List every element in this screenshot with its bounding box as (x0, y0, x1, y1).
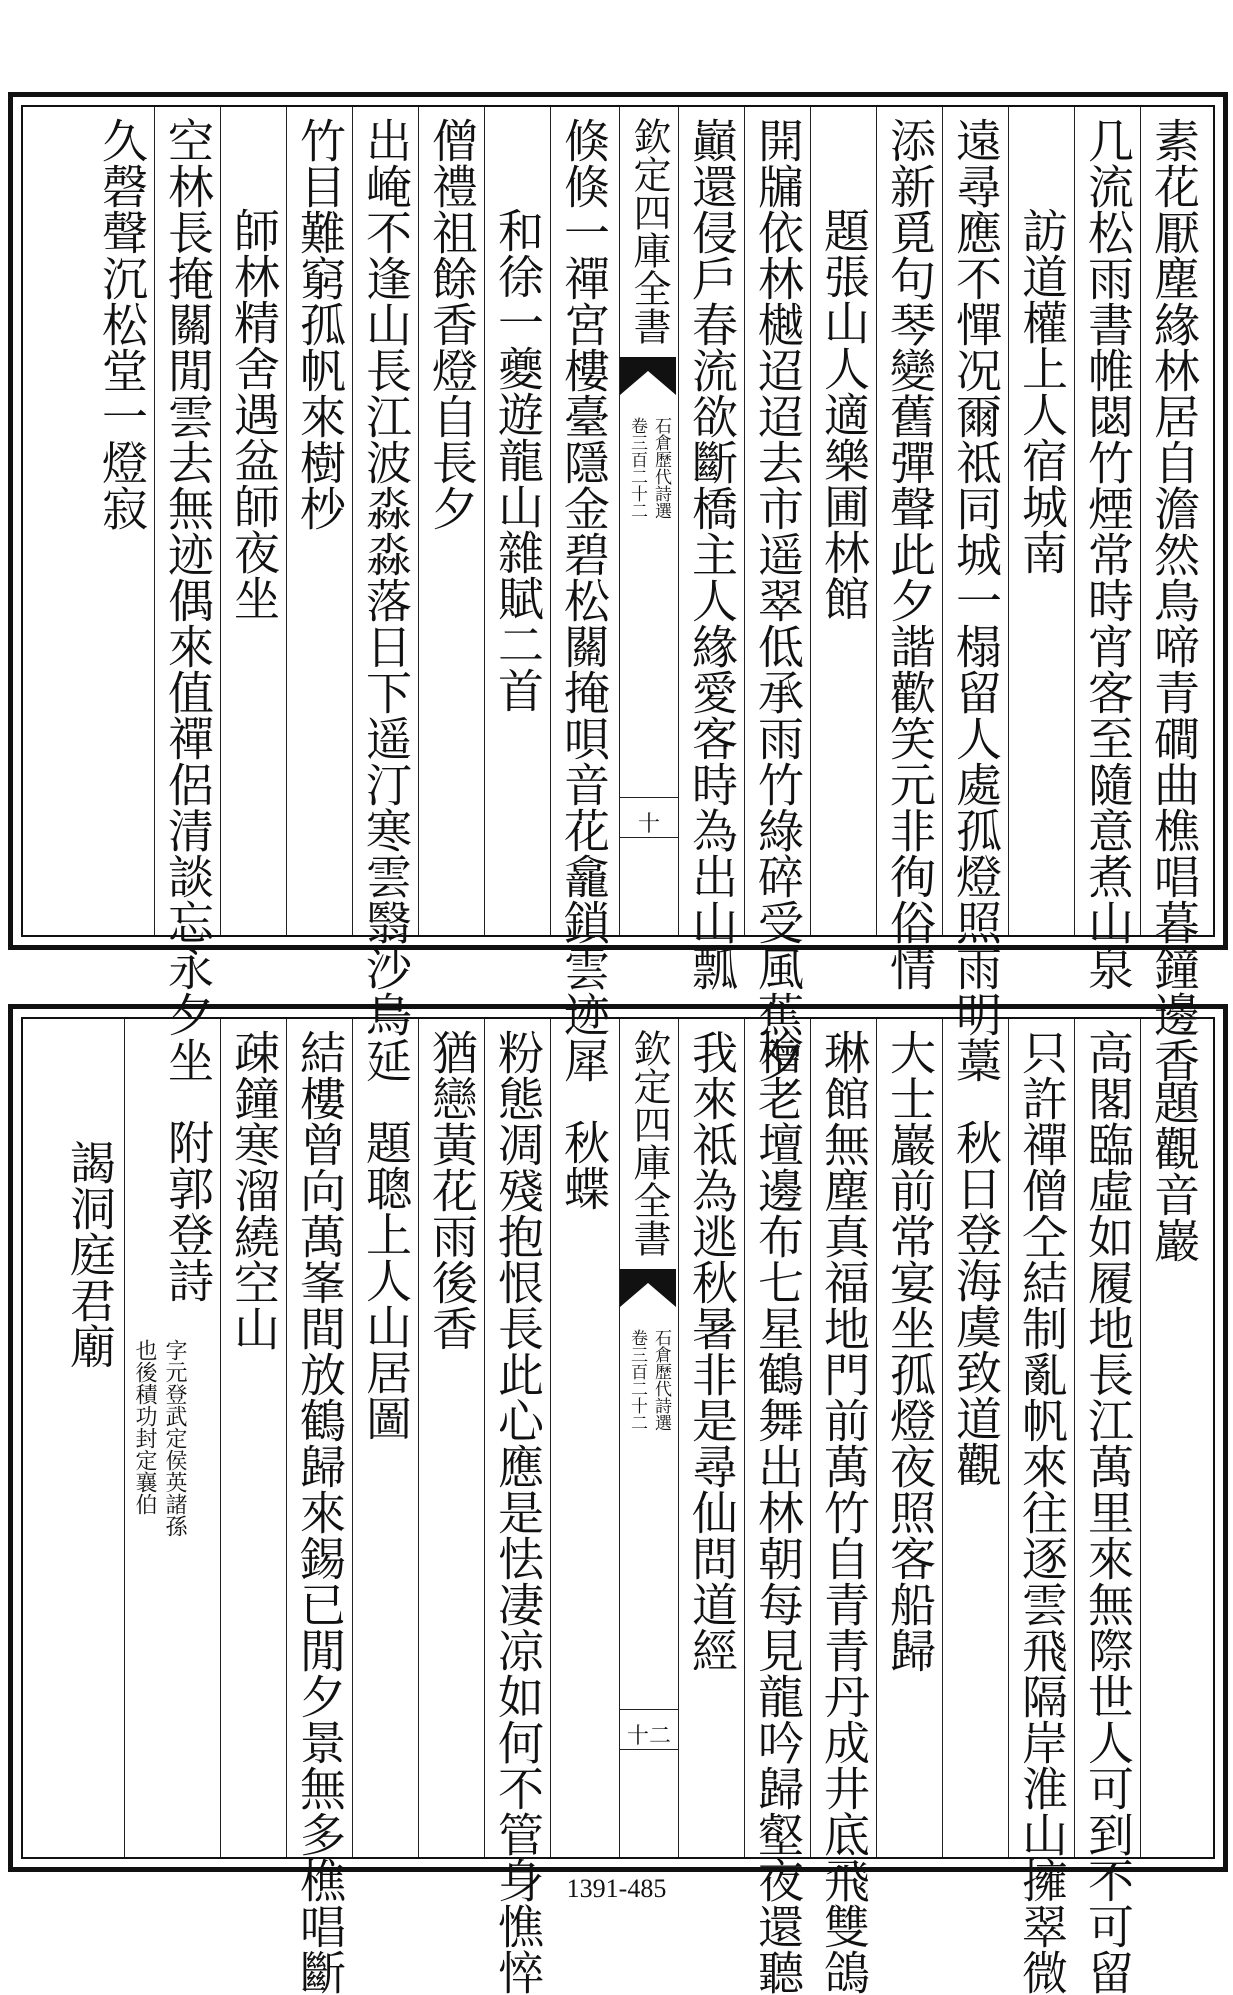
poem-title: 題觀音巖 (1147, 1079, 1201, 1263)
strip-source-line: 卷三百二十二 (627, 1329, 647, 1431)
poem-title: 師林精舍遇盆師夜坐 (227, 207, 281, 621)
text-column: 大士巖前常宴坐孤燈夜照客船歸 (883, 1029, 937, 1673)
text-column: 遠尋應不憚况爾祗同城一榻留人處孤燈照雨明藁 (949, 117, 1003, 1083)
column-divider (744, 107, 745, 935)
text-column: 疎鐘寒溜繞空山 (227, 1029, 281, 1351)
poem-title: 謁洞庭君廟 (63, 1139, 117, 1369)
text-column: 高閣臨虛如履地長江萬里來無際世人可到不可留 (1081, 1029, 1135, 1995)
poem-title: 秋蝶 (557, 1119, 611, 1211)
center-strip (619, 1019, 679, 1857)
column-divider (484, 1019, 485, 1857)
column-divider (942, 107, 943, 935)
text-column: 巓還侵戶春流欲斷橋主人緣愛客時為出山瓢 (685, 117, 739, 991)
strip-source-line: 石倉歷代詩選 (651, 1329, 671, 1431)
text-column: 結樓曾向萬峯間放鶴歸來錫已閒夕景無多樵唱斷 (293, 1029, 347, 1995)
text-column: 僧禮祖餘香燈自長夕 (425, 117, 479, 531)
text-column: 檜老壇邊布七星鶴舞出林朝每見龍吟歸壑夜還聽 (751, 1029, 805, 1995)
text-column: 只許禪僧仝結制亂帆來往逐雲飛隔岸淮山擁翠微 (1015, 1029, 1069, 1995)
column-divider (352, 107, 353, 935)
column-divider (124, 1019, 125, 1857)
text-column: 琳館無塵真福地門前萬竹自青青丹成井底飛雙鴿 (817, 1029, 871, 1995)
strip-title: 欽定四庫全書 (627, 117, 671, 345)
poem-title: 和徐一夔遊龍山雜賦二首 (491, 207, 545, 713)
column-divider (1140, 1019, 1141, 1857)
column-divider (352, 1019, 353, 1857)
column-divider (810, 1019, 811, 1857)
page-number: 十 (637, 812, 660, 837)
column-divider (550, 1019, 551, 1857)
text-column: 添新覓句琴變舊彈聲此夕諧歡笑元非徇俗情 (883, 117, 937, 991)
top-page-inner-frame (21, 105, 1215, 1083)
column-divider (1074, 107, 1075, 935)
poem-title: 訪道權上人宿城南 (1015, 207, 1069, 575)
strip-rule (620, 1709, 678, 1710)
text-column: 我來祗為逃秋暑非是尋仙問道經 (685, 1029, 739, 1673)
column-divider (942, 1019, 943, 1857)
text-column: 空林長掩關閒雲去無迹偶來值禪侶清談忘永夕坐 (161, 117, 215, 1083)
text-column: 倏倏一禪宮樓臺隱金碧松關掩唄音花龕鎖雲迹犀 (557, 117, 611, 1083)
fish-tail-mark (620, 357, 676, 397)
page-footer-number: 1391-485 (566, 1874, 667, 1903)
strip-rule (620, 1749, 678, 1750)
strip-rule (620, 837, 678, 838)
top-page-frame (8, 92, 1228, 1083)
column-divider (154, 107, 155, 935)
poem-title: 題聰上人山居圖 (359, 1119, 413, 1441)
strip-source-line: 卷三百二十二 (627, 417, 647, 519)
column-divider (876, 107, 877, 935)
strip-source (624, 1329, 672, 1569)
text-column: 粉態凋殘抱恨長此心應是怯凄凉如何不管身憔悴 (491, 1029, 545, 1995)
author-note: 字元登武定侯英諸孫 (162, 1339, 187, 1537)
column-divider (286, 1019, 287, 1857)
author-note: 也後積功封定襄伯 (132, 1339, 157, 1515)
text-column: 竹目難窮孤帆來樹杪 (293, 117, 347, 531)
strip-rule (620, 797, 678, 798)
column-divider (1074, 1019, 1075, 1857)
center-strip (619, 107, 679, 935)
column-divider (744, 1019, 745, 1857)
text-column: 素花厭塵緣林居自澹然鳥啼青磵曲樵唱暮鐘邊香 (1147, 117, 1201, 1083)
column-divider (1008, 1019, 1009, 1857)
column-divider (220, 1019, 221, 1857)
text-column: 几流松雨書帷閟竹煙常時宵客至隨意煮山泉 (1081, 117, 1135, 991)
author-name: 附郭登詩 (161, 1119, 215, 1303)
column-divider (550, 107, 551, 935)
column-divider (1008, 107, 1009, 935)
text-column: 久磬聲沉松堂一燈寂 (95, 117, 149, 531)
text-column: 出崦不逢山長江波淼淼落日下遥汀寒雲翳沙鳥延 (359, 117, 413, 1083)
poem-title: 秋日登海虞致道觀 (949, 1119, 1003, 1487)
page-number: 十二 (626, 1724, 671, 1749)
column-divider (418, 107, 419, 935)
strip-source-line: 石倉歷代詩選 (651, 417, 671, 519)
strip-title: 欽定四庫全書 (627, 1029, 671, 1257)
column-divider (876, 1019, 877, 1857)
column-divider (220, 107, 221, 935)
column-divider (286, 107, 287, 935)
column-divider (810, 107, 811, 935)
strip-source (624, 417, 672, 657)
column-divider (1140, 107, 1141, 935)
text-column: 開牖依林樾迢迢去市遥翠低承雨竹綠碎受風蕉夕 (751, 117, 805, 1083)
text-column: 猶戀黃花雨後香 (425, 1029, 479, 1351)
poem-title: 題張山人適樂圃林館 (817, 207, 871, 621)
column-divider (484, 107, 485, 935)
fish-tail-mark (620, 1269, 676, 1309)
column-divider (418, 1019, 419, 1857)
